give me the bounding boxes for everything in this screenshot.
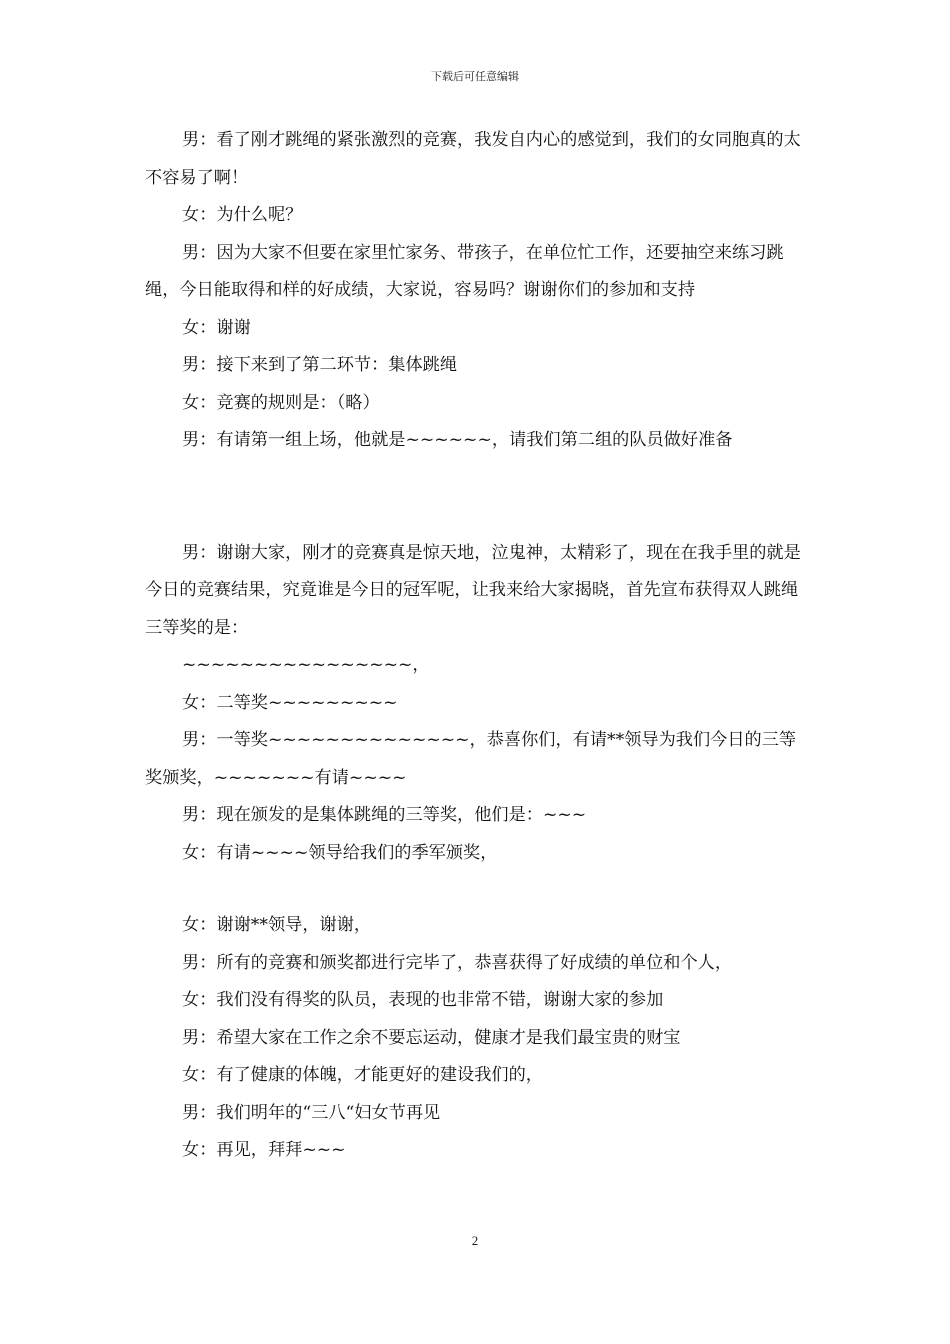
dialogue-line: 女：谢谢**领导，谢谢， — [182, 915, 372, 935]
dialogue-line: 女：有请~~~~领导给我们的季军颁奖， — [182, 842, 498, 863]
dialogue-line: 女：我们没有得奖的队员，表现的也非常不错，谢谢大家的参加 — [182, 990, 664, 1010]
dialogue-line: 男：接下来到了第二环节：集体跳绳 — [182, 355, 458, 375]
dialogue-line: 男：希望大家在工作之余不要忘运动，健康才是我们最宝贵的财宝 — [182, 1027, 681, 1048]
dialogue-line: 女：二等奖~~~~~~~~~ — [182, 692, 398, 713]
dialogue-line: 女：再见，拜拜~~~ — [182, 1140, 346, 1160]
blank-spacer — [145, 872, 810, 907]
dialogue-block-2 — [145, 535, 810, 873]
dialogue-line: ~~~~~~~~~~~~~~~~， — [182, 655, 430, 675]
dialogue-line: 男：因为大家不但要在家里忙家务、带孩子，在单位忙工作，还要抽空来练习跳绳，今日能取得和样的好成绩，大家说，容易吗？谢谢你们的参加和支持 — [145, 242, 784, 300]
dialogue-line: 男：我们明年的“三八“妇女节再见 — [182, 1102, 441, 1123]
dialogue-line: 男：现在颁发的是集体跳绳的三等奖，他们是：~~~ — [182, 805, 587, 825]
page-header: 下载后可任意编辑 — [431, 70, 519, 83]
dialogue-line: 女：竞赛的规则是：（略） — [182, 392, 380, 413]
dialogue-line: 男：看了刚才跳绳的紧张激烈的竞赛，我发自内心的感觉到，我们的女同胞真的太不容易了啊！ — [145, 130, 801, 188]
dialogue-line: 女：为什么呢？ — [182, 205, 303, 225]
dialogue-line: 男：一等奖~~~~~~~~~~~~~~，恭喜你们，有请**领导为我们今日的三等奖颁奖，~~~~~~~有请~~~~ — [145, 730, 797, 788]
dialogue-block-1 — [145, 122, 810, 460]
dialogue-line: 女：有了健康的体魄，才能更好的建设我们的， — [182, 1065, 543, 1085]
dialogue-block-3 — [145, 907, 810, 1170]
blank-spacer — [145, 460, 810, 535]
page-number: 2 — [471, 1233, 479, 1248]
dialogue-line: 男：有请第一组上场，他就是~~~~~~，请我们第二组的队员做好准备 — [182, 430, 733, 450]
dialogue-line: 女：谢谢 — [182, 317, 251, 338]
document-body — [145, 122, 810, 1170]
dialogue-line: 男：谢谢大家，刚才的竞赛真是惊天地，泣鬼神，太精彩了，现在在我手里的就是今日的竞赛结果，究竟谁是今日的冠军呢，让我来给大家揭晓，首先宣布获得双人跳绳三等奖的是： — [145, 542, 801, 638]
dialogue-line: 男：所有的竞赛和颁奖都进行完毕了，恭喜获得了好成绩的单位和个人， — [182, 952, 733, 973]
